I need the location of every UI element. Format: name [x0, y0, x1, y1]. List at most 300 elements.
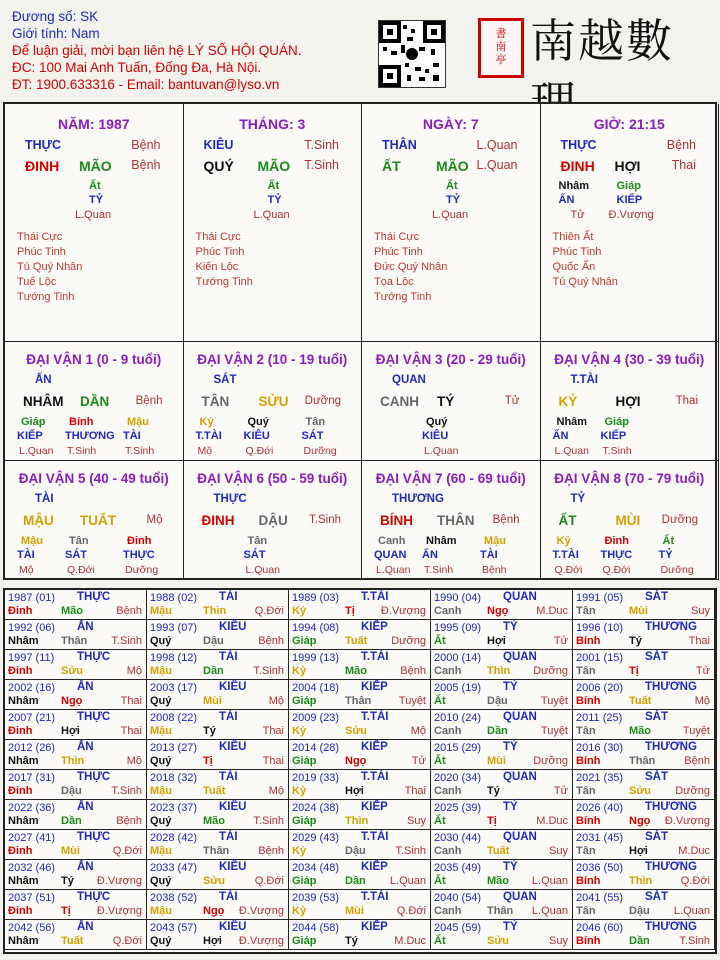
pillar-stem: ẤT: [382, 158, 401, 174]
star-item: Thái Cực: [195, 231, 241, 243]
year-label: 2014 (28): [292, 742, 340, 754]
star-item: Quốc Ấn: [552, 261, 596, 273]
year-branch: Thìn: [203, 605, 227, 617]
pillar-state: T.Sinh: [304, 138, 339, 152]
year-state: Thai: [262, 755, 284, 767]
dai-van-stem: ẤT: [558, 513, 577, 528]
year-state: Đ.Vượng: [96, 875, 142, 887]
year-cell: [431, 740, 573, 770]
year-cell: [573, 890, 715, 920]
dai-van-1: [5, 342, 184, 461]
year-label: 2036 (50): [576, 862, 624, 874]
hidden-state: L.Quan: [554, 445, 589, 457]
hidden-god: ẤN: [552, 430, 569, 442]
year-stem: Mậu: [150, 785, 172, 797]
year-label: 2046 (60): [576, 922, 624, 934]
year-stem: Quý: [150, 755, 172, 767]
year-label: 2031 (45): [576, 832, 624, 844]
pillar-title: THÁNG: 3: [239, 116, 306, 132]
year-branch: Ngọ: [345, 755, 367, 767]
pillar-god: THỰC: [560, 138, 597, 152]
year-stem: Bính: [576, 875, 601, 887]
year-branch: Mùi: [345, 905, 364, 917]
year-label: 2041 (55): [576, 892, 624, 904]
star-item: Đức Quý Nhân: [374, 261, 448, 273]
year-god: T.TÀI: [361, 711, 389, 723]
year-branch: Ngọ: [487, 605, 509, 617]
year-god: QUAN: [503, 711, 537, 723]
year-state: Đ.Vượng: [238, 905, 284, 917]
dai-van-title: ĐẠI VẬN 8 (70 - 79 tuổi): [554, 471, 705, 486]
year-branch: Thân: [487, 905, 514, 917]
year-god: T.TÀI: [361, 591, 389, 603]
year-state: Tuyệt: [540, 695, 568, 707]
year-branch: Thân: [629, 755, 656, 767]
year-god: TỶ: [503, 741, 518, 753]
hidden-state: Dưỡng: [303, 445, 337, 457]
year-state: T.Sinh: [679, 935, 710, 947]
year-branch: Tị: [629, 665, 639, 677]
dai-van-title: ĐẠI VẬN 2 (10 - 19 tuổi): [197, 352, 348, 367]
year-state: Bệnh: [258, 845, 284, 857]
star-list: [17, 230, 82, 305]
year-stem: Tân: [576, 605, 596, 617]
year-label: 2003 (17): [150, 682, 198, 694]
year-stem: Mậu: [150, 665, 172, 677]
hidden-state: L.Quan: [432, 209, 469, 221]
year-stem: Giáp: [292, 935, 317, 947]
year-cell: [5, 830, 147, 860]
hidden-state: Q.Đới: [602, 564, 631, 576]
year-god: T.TÀI: [361, 651, 389, 663]
year-label: 2018 (32): [150, 772, 198, 784]
year-state: Q.Đới: [112, 935, 142, 947]
year-state: Mộ: [126, 665, 142, 677]
year-branch: Dậu: [203, 635, 224, 647]
dai-van-6: [184, 461, 363, 580]
year-cell: [5, 770, 147, 800]
year-label: 2020 (34): [434, 772, 482, 784]
year-god: THƯƠNG: [645, 681, 697, 693]
year-label: 2028 (42): [150, 832, 198, 844]
year-state: Tử: [695, 665, 710, 677]
year-label: 2012 (26): [8, 742, 56, 754]
year-branch: Mùi: [629, 605, 648, 617]
year-branch: Dần: [629, 935, 650, 947]
year-god: QUAN: [503, 591, 537, 603]
year-god: THỰC: [77, 591, 111, 603]
year-state: Suy: [691, 605, 710, 617]
year-label: 2021 (35): [576, 772, 624, 784]
year-branch: Thìn: [345, 815, 369, 827]
pillar-god: THỰC: [25, 138, 62, 152]
dai-van-stem: TÂN: [201, 394, 230, 409]
year-cell: [289, 620, 431, 650]
dai-van-branch: HỢI: [615, 394, 641, 409]
hidden-stem: Canh: [378, 535, 406, 547]
year-cell: [147, 920, 289, 950]
hidden-stem: Mậu: [484, 535, 506, 547]
hidden-stem: Mậu: [127, 416, 149, 428]
year-label: 2032 (46): [8, 862, 56, 874]
year-state: Dưỡng: [533, 755, 568, 767]
year-god: QUAN: [503, 831, 537, 843]
year-state: Thai: [120, 725, 142, 737]
dai-van-god: THƯƠNG: [392, 493, 444, 505]
year-branch: Ngọ: [203, 905, 225, 917]
hidden-god: THƯƠNG: [65, 430, 115, 442]
year-god: KIẾP: [361, 861, 388, 873]
year-cell: [147, 890, 289, 920]
year-cell: [573, 620, 715, 650]
year-branch: Tị: [345, 605, 355, 617]
year-cell: [431, 770, 573, 800]
year-state: T.Sinh: [395, 845, 426, 857]
year-god: ẤN: [77, 621, 94, 633]
year-state: Bệnh: [116, 605, 142, 617]
year-label: 1993 (07): [150, 622, 198, 634]
year-state: L.Quan: [673, 905, 710, 917]
pillar-state: Bệnh: [131, 138, 161, 152]
year-cell: [431, 830, 573, 860]
year-state: Bệnh: [258, 635, 284, 647]
year-branch: Tuất: [629, 695, 652, 707]
year-cell: [573, 650, 715, 680]
hidden-god: KIẾP: [616, 194, 643, 206]
year-state: T.Sinh: [111, 635, 142, 647]
year-god: KIÊU: [219, 681, 247, 693]
year-stem: Kỷ: [292, 845, 307, 857]
hidden-god: THỰC: [600, 549, 633, 561]
dai-van-4: [541, 342, 720, 461]
annual-luck-table: [3, 588, 717, 954]
dai-van-branch: SỬU: [258, 394, 289, 409]
year-stem: Đinh: [8, 845, 33, 857]
year-god: ẤN: [77, 921, 94, 933]
hidden-stem: Đinh: [604, 535, 629, 547]
year-label: 2004 (18): [292, 682, 340, 694]
year-cell: [431, 710, 573, 740]
year-cell: [289, 740, 431, 770]
star-item: Tú Quý Nhân: [552, 276, 618, 288]
star-item: Phúc Tinh: [195, 246, 245, 258]
year-label: 2034 (48): [292, 862, 340, 874]
year-label: 2010 (24): [434, 712, 482, 724]
year-state: Q.Đới: [680, 875, 710, 887]
hidden-god: TÀI: [480, 549, 498, 561]
year-branch: Tuất: [203, 785, 226, 797]
year-state: Đ.Vượng: [380, 605, 426, 617]
year-branch: Mão: [487, 875, 509, 887]
year-god: TÀI: [219, 651, 238, 663]
dai-van-branch: TUẤT: [80, 513, 116, 528]
qr-code-icon: [378, 20, 446, 88]
year-stem: Nhâm: [8, 935, 39, 947]
year-branch: Mùi: [203, 695, 222, 707]
year-god: THƯƠNG: [645, 741, 697, 753]
year-state: T.Sinh: [253, 665, 284, 677]
year-cell: [289, 860, 431, 890]
year-cell: [5, 650, 147, 680]
year-stem: Tân: [576, 845, 596, 857]
pillar-title: NGÀY: 7: [422, 116, 479, 132]
year-stem: Ất: [434, 635, 446, 647]
dai-van-3: [362, 342, 541, 461]
year-stem: Giáp: [292, 815, 317, 827]
year-god: KIẾP: [361, 921, 388, 933]
year-stem: Ất: [434, 695, 446, 707]
owner-name: Đương số: SK: [12, 9, 99, 24]
year-label: 2006 (20): [576, 682, 624, 694]
year-state: M.Duc: [536, 815, 568, 827]
year-god: KIẾP: [361, 741, 388, 753]
year-cell: [573, 710, 715, 740]
year-branch: Hợi: [345, 785, 364, 797]
star-item: Thiên Ất: [552, 231, 594, 243]
dai-van-title: ĐẠI VẬN 1 (0 - 9 tuổi): [26, 352, 162, 367]
dai-van-god: ẤN: [35, 374, 52, 386]
hidden-stem: Nhâm: [558, 180, 590, 192]
year-branch: Tý: [61, 875, 74, 887]
year-god: SÁT: [645, 651, 668, 663]
year-stem: Canh: [434, 665, 462, 677]
year-branch: Dậu: [61, 785, 82, 797]
dai-van-branch: DẦN: [80, 394, 110, 409]
year-stem: Quý: [150, 635, 172, 647]
hidden-state: L.Quan: [19, 445, 54, 457]
year-god: SÁT: [645, 711, 668, 723]
star-item: Kiến Lộc: [195, 261, 239, 273]
year-label: 2007 (21): [8, 712, 56, 724]
pillar-god: THÂN: [382, 138, 417, 152]
star-item: Phúc Tinh: [552, 246, 602, 258]
contact-intro: Để luận giải, mời bạn liên hệ LÝ SỐ HỘI QUÁN.: [12, 43, 302, 58]
year-state: M.Duc: [394, 935, 426, 947]
hidden-stem: Bính: [69, 416, 94, 428]
dai-van-7: [362, 461, 541, 580]
year-label: 1987 (01): [8, 592, 56, 604]
pillar-stem: ĐINH: [25, 158, 60, 174]
year-god: ẤN: [77, 741, 94, 753]
year-state: Tử: [553, 635, 568, 647]
year-stem: Tân: [576, 665, 596, 677]
year-cell: [573, 800, 715, 830]
year-stem: Tân: [576, 785, 596, 797]
hidden-stem: Giáp: [604, 416, 629, 428]
year-cell: [573, 680, 715, 710]
hidden-state: L.Quan: [376, 564, 411, 576]
hidden-god: TỶ: [89, 194, 104, 206]
year-branch: Hợi: [487, 635, 506, 647]
year-label: 2025 (39): [434, 802, 482, 814]
year-cell: [431, 860, 573, 890]
year-cell: [573, 740, 715, 770]
year-god: THƯƠNG: [645, 801, 697, 813]
star-item: Tướng Tinh: [17, 291, 75, 303]
year-stem: Bính: [576, 635, 601, 647]
year-label: 1989 (03): [292, 592, 340, 604]
year-stem: Đinh: [8, 665, 33, 677]
pillar-title: NĂM: 1987: [57, 116, 130, 132]
dai-van-title: ĐẠI VẬN 3 (20 - 29 tuổi): [375, 352, 526, 367]
dai-van-state: Bệnh: [135, 395, 163, 407]
year-god: TỶ: [503, 801, 518, 813]
dai-van-5: [5, 461, 184, 580]
year-stem: Canh: [434, 845, 462, 857]
hidden-state: Mộ: [19, 564, 34, 576]
year-stem: Quý: [150, 875, 172, 887]
year-stem: Bính: [576, 815, 601, 827]
year-stem: Quý: [150, 935, 172, 947]
header-info: [12, 8, 301, 93]
year-label: 2015 (29): [434, 742, 482, 754]
gender: Giới tính: Nam: [12, 26, 100, 41]
pillar-state-2: Thai: [671, 158, 696, 172]
star-item: Tuế Lộc: [17, 276, 57, 288]
year-stem: Giáp: [292, 695, 317, 707]
star-list: [196, 230, 253, 290]
year-cell: [147, 860, 289, 890]
hidden-god: KIÊU: [422, 430, 449, 442]
year-label: 2044 (58): [292, 922, 340, 934]
hidden-stem: Ất: [446, 180, 458, 192]
year-god: THỰC: [77, 651, 111, 663]
year-state: T.Sinh: [253, 815, 284, 827]
year-label: 1996 (10): [576, 622, 624, 634]
year-branch: Sửu: [629, 785, 652, 797]
hidden-stem: Mậu: [21, 535, 43, 547]
year-stem: Mậu: [150, 905, 172, 917]
hidden-state: Q.Đới: [245, 445, 274, 457]
year-branch: Thân: [61, 635, 88, 647]
year-branch: Dậu: [487, 695, 508, 707]
hidden-god: ẤN: [422, 549, 438, 561]
year-label: 2039 (53): [292, 892, 340, 904]
pillar-title: GIỜ: 21:15: [593, 116, 665, 132]
year-god: TỶ: [503, 921, 518, 933]
year-cell: [147, 770, 289, 800]
year-god: KIẾP: [361, 801, 388, 813]
dai-van-state: T.Sinh: [309, 514, 341, 526]
year-god: KIÊU: [219, 801, 247, 813]
hidden-stem: Tân: [247, 535, 268, 547]
year-god: TỶ: [503, 861, 518, 873]
year-state: Đ.Vượng: [238, 935, 284, 947]
year-label: 1997 (11): [8, 652, 55, 664]
year-cell: [431, 800, 573, 830]
year-stem: Ất: [434, 755, 446, 767]
year-label: 2000 (14): [434, 652, 482, 664]
year-cell: [147, 620, 289, 650]
year-label: 1988 (02): [150, 592, 198, 604]
year-state: M.Duc: [678, 845, 710, 857]
year-cell: [573, 590, 715, 620]
year-branch: Tị: [61, 905, 71, 917]
hidden-state: Dưỡng: [125, 564, 159, 576]
year-label: 2045 (59): [434, 922, 482, 934]
year-branch: Mão: [345, 665, 367, 677]
year-state: Bệnh: [400, 665, 426, 677]
hidden-stem: Tân: [69, 535, 89, 547]
year-god: THƯƠNG: [645, 861, 697, 873]
year-branch: Tuất: [345, 635, 368, 647]
year-cell: [147, 830, 289, 860]
year-cell: [289, 800, 431, 830]
pillar-god: KIÊU: [203, 138, 234, 152]
year-stem: Kỷ: [292, 905, 307, 917]
star-item: Phúc Tinh: [374, 246, 423, 258]
pillar-branch: HỢI: [614, 158, 641, 174]
year-state: Mộ: [126, 755, 142, 767]
year-god: QUAN: [503, 771, 537, 783]
year-stem: Kỷ: [292, 725, 307, 737]
year-label: 1994 (08): [292, 622, 340, 634]
year-stem: Quý: [150, 695, 172, 707]
year-state: Tuyệt: [540, 725, 568, 737]
year-state: M.Duc: [536, 605, 568, 617]
hidden-god: ẤN: [558, 194, 575, 206]
pillar-state-2: T.Sinh: [304, 158, 339, 172]
dai-van-branch: TÝ: [437, 394, 455, 409]
hidden-state: Q.Đới: [67, 564, 95, 576]
year-state: L.Quan: [531, 905, 568, 917]
year-god: THỰC: [77, 711, 111, 723]
year-stem: Tân: [576, 725, 596, 737]
year-label: 2035 (49): [434, 862, 482, 874]
year-label: 2017 (31): [8, 772, 56, 784]
dai-van-branch: DẬU: [258, 513, 288, 528]
year-god: KIÊU: [219, 621, 247, 633]
hidden-god: SÁT: [65, 549, 87, 561]
phone-email: ĐT: 1900.633316 - Email: bantuvan@lyso.vn: [12, 77, 280, 92]
year-state: Tuyệt: [398, 695, 426, 707]
year-god: ẤN: [77, 861, 94, 873]
year-god: ẤN: [77, 681, 94, 693]
year-cell: [5, 710, 147, 740]
year-cell: [289, 680, 431, 710]
star-item: Tọa Lộc: [374, 276, 414, 288]
year-cell: [431, 920, 573, 950]
year-cell: [573, 770, 715, 800]
year-branch: Hợi: [61, 725, 80, 737]
year-branch: Tý: [629, 635, 642, 647]
dai-van-god: THỰC: [213, 493, 247, 505]
year-god: SÁT: [645, 591, 668, 603]
year-label: 2038 (52): [150, 892, 198, 904]
star-item: Tướng Tinh: [374, 291, 432, 303]
year-state: Tử: [411, 755, 426, 767]
year-state: Tử: [553, 785, 568, 797]
year-stem: Mậu: [150, 725, 172, 737]
year-label: 2040 (54): [434, 892, 482, 904]
hidden-god: TÀI: [123, 430, 141, 442]
year-stem: Canh: [434, 725, 462, 737]
year-label: 2016 (30): [576, 742, 624, 754]
dai-van-stem: ĐINH: [201, 513, 235, 528]
year-stem: Mậu: [150, 605, 172, 617]
year-stem: Đinh: [8, 725, 33, 737]
year-branch: Tý: [203, 725, 216, 737]
year-cell: [147, 710, 289, 740]
year-state: Suy: [549, 935, 568, 947]
year-state: Q.Đới: [112, 845, 142, 857]
year-stem: Canh: [434, 605, 462, 617]
year-branch: Tý: [345, 935, 358, 947]
year-cell: [5, 620, 147, 650]
dai-van-branch: THÂN: [437, 513, 475, 528]
pillar-state-2: L.Quan: [476, 158, 518, 172]
year-label: 1991 (05): [576, 592, 624, 604]
